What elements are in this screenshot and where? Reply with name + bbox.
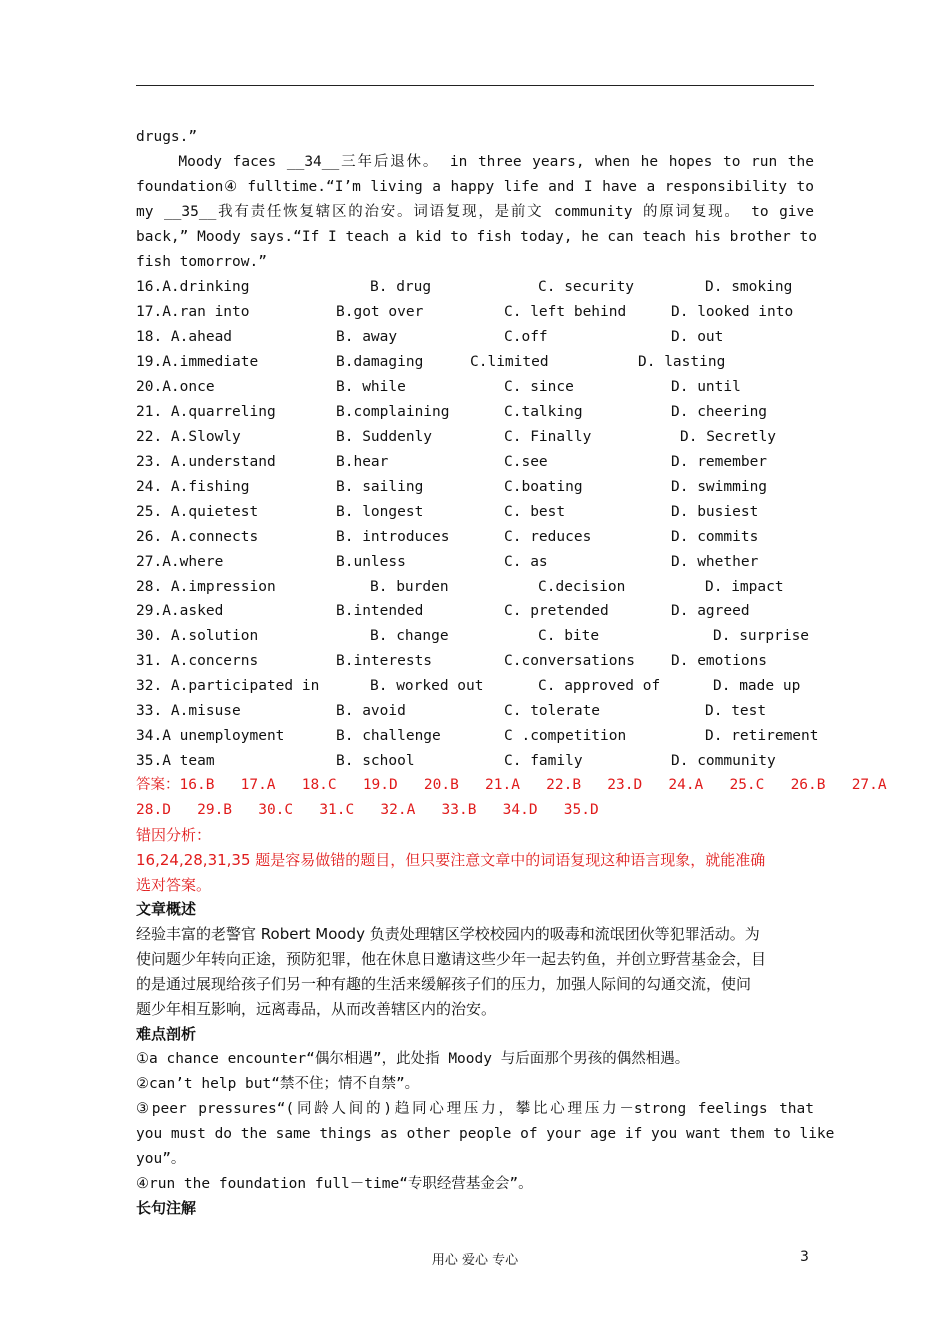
option-b: B.complaining	[336, 404, 450, 420]
option-a: 33. A.misuse	[136, 703, 241, 719]
option-b: B.got over	[336, 304, 424, 320]
option-a: 25. A.quietest	[136, 504, 259, 520]
option-c: C.boating	[504, 479, 583, 495]
option-a: 29.A.asked	[136, 603, 224, 619]
option-d: D. emotions	[671, 653, 768, 669]
option-d: D. lasting	[638, 354, 726, 370]
option-c: C.talking	[504, 404, 583, 420]
option-a: 21. A.quarreling	[136, 404, 276, 420]
option-a: 22. A.Slowly	[136, 429, 241, 445]
option-a: 16.A.drinking	[136, 279, 250, 295]
option-c: C.conversations	[504, 653, 635, 669]
error-analysis-text: 选对答案。	[136, 876, 212, 894]
summary-line: 经验丰富的老警官 Robert Moody 负责处理辖区学校校园内的吸毒和流氓团伙等犯罪活动。为	[136, 925, 760, 943]
option-b: B. longest	[336, 504, 424, 520]
option-b: B. avoid	[336, 703, 406, 719]
option-c: C. reduces	[504, 529, 592, 545]
option-d: D. community	[671, 753, 776, 769]
option-a: 24. A.fishing	[136, 479, 250, 495]
option-b: B.hear	[336, 454, 389, 470]
option-c: C.limited	[470, 354, 549, 370]
page-footer: 用心 爱心 专心	[431, 1253, 519, 1268]
option-c: C.see	[504, 454, 548, 470]
option-b: B. Suddenly	[336, 429, 433, 445]
option-b: B.intended	[336, 603, 424, 619]
answer-key-line: 答案：16.B 17.A 18.C 19.D 20.B 21.A 22.B 23.D 24.A 25.C 26.B 27.A	[136, 777, 887, 793]
option-b: B.damaging	[336, 354, 424, 370]
option-c: C. as	[504, 554, 548, 570]
option-d: D. cheering	[671, 404, 768, 420]
option-b: B. challenge	[336, 728, 441, 744]
option-a: 26. A.connects	[136, 529, 259, 545]
option-d: D. remember	[671, 454, 768, 470]
option-d: D. busiest	[671, 504, 759, 520]
difficulty-line: you must do the same things as other people of your age if you want them to like	[136, 1126, 835, 1142]
option-d: D. swimming	[671, 479, 768, 495]
long-sentence-heading: 长句注解	[136, 1199, 197, 1217]
summary-line: 题少年相互影响，远离毒品，从而改善辖区内的治安。	[136, 1000, 497, 1018]
option-d: D. surprise	[713, 628, 810, 644]
header-rule	[136, 85, 814, 86]
option-b: B. sailing	[336, 479, 424, 495]
page-number: 3	[800, 1249, 809, 1265]
option-b: B.interests	[336, 653, 433, 669]
option-c: C. security	[538, 279, 635, 295]
option-d: D. agreed	[671, 603, 750, 619]
option-a: 27.A.where	[136, 554, 224, 570]
option-d: D. impact	[705, 579, 784, 595]
difficulty-line: ③peer pressures“(同龄人间的)趋同心理压力，攀比心理压力－strong feelings that	[136, 1101, 814, 1117]
option-b: B. burden	[370, 579, 449, 595]
option-d: D. looked into	[671, 304, 794, 320]
option-a: 32. A.participated in	[136, 678, 320, 694]
option-d: D. retirement	[705, 728, 819, 744]
option-b: B. school	[336, 753, 415, 769]
option-b: B. drug	[370, 279, 432, 295]
option-a: 35.A team	[136, 753, 215, 769]
option-d: D. whether	[671, 554, 759, 570]
option-a: 20.A.once	[136, 379, 215, 395]
summary-heading: 文章概述	[136, 900, 197, 918]
difficulty-line: ②can’t help but“禁不住；情不自禁”。	[136, 1076, 420, 1092]
option-a: 31. A.concerns	[136, 653, 259, 669]
option-c: C. tolerate	[504, 703, 601, 719]
option-b: B. worked out	[370, 678, 484, 694]
difficulty-line: ④run the foundation full－time“专职经营基金会”。	[136, 1176, 533, 1192]
option-a: 18. A.ahead	[136, 329, 233, 345]
option-a: 28. A.impression	[136, 579, 276, 595]
error-analysis-text: 16,24,28,31,35 题是容易做错的题目，但只要注意文章中的词语复现这种语言现象，就能准确	[136, 851, 766, 869]
difficulty-line: you”。	[136, 1151, 186, 1167]
option-b: B.unless	[336, 554, 406, 570]
passage-line: fish tomorrow.”	[136, 254, 267, 270]
option-d: D. until	[671, 379, 741, 395]
difficulty-line: ①a chance encounter“偶尔相遇”，此处指 Moody 与后面那个男孩的偶然相遇。	[136, 1051, 690, 1067]
passage-line: back,” Moody says.“If I teach a kid to fish today, he can teach his brother to	[136, 229, 817, 245]
passage-line: foundation④ fulltime.“I’m living a happy life and I have a responsibility to	[136, 179, 814, 195]
option-d: D. test	[705, 703, 767, 719]
summary-line: 的是通过展现给孩子们另一种有趣的生活来缓解孩子们的压力，加强人际间的勾通交流，使问	[136, 975, 752, 993]
option-a: 23. A.understand	[136, 454, 276, 470]
option-c: C. best	[504, 504, 566, 520]
difficulty-heading: 难点剖析	[136, 1025, 197, 1043]
option-c: C. bite	[538, 628, 600, 644]
answer-key-line: 28.D 29.B 30.C 31.C 32.A 33.B 34.D 35.D	[136, 802, 599, 818]
passage-line: Moody faces __34__三年后退休。 in three years, when he hopes to run the	[136, 154, 814, 170]
option-a: 34.A unemployment	[136, 728, 285, 744]
option-d: D. commits	[671, 529, 759, 545]
option-c: C. family	[504, 753, 583, 769]
passage-line: drugs.”	[136, 129, 198, 145]
option-a: 30. A.solution	[136, 628, 259, 644]
option-b: B. introduces	[336, 529, 450, 545]
option-d: D. Secretly	[680, 429, 777, 445]
option-c: C. approved of	[538, 678, 661, 694]
option-c: C. since	[504, 379, 574, 395]
option-d: D. made up	[713, 678, 801, 694]
option-c: C. Finally	[504, 429, 592, 445]
option-b: B. away	[336, 329, 398, 345]
option-c: C. left behind	[504, 304, 627, 320]
option-d: D. smoking	[705, 279, 793, 295]
error-analysis-heading: 错因分析：	[136, 826, 212, 844]
option-d: D. out	[671, 329, 724, 345]
option-a: 17.A.ran into	[136, 304, 250, 320]
passage-line: my __35__我有责任恢复辖区的治安。词语复现，是前文 community 的原词复现。 to give	[136, 204, 814, 220]
option-b: B. change	[370, 628, 449, 644]
option-c: C.off	[504, 329, 548, 345]
option-c: C .competition	[504, 728, 627, 744]
summary-line: 使问题少年转向正途，预防犯罪，他在休息日邀请这些少年一起去钓鱼，并创立野营基金会，目	[136, 950, 767, 968]
option-b: B. while	[336, 379, 406, 395]
option-a: 19.A.immediate	[136, 354, 259, 370]
option-c: C. pretended	[504, 603, 609, 619]
option-c: C.decision	[538, 579, 626, 595]
